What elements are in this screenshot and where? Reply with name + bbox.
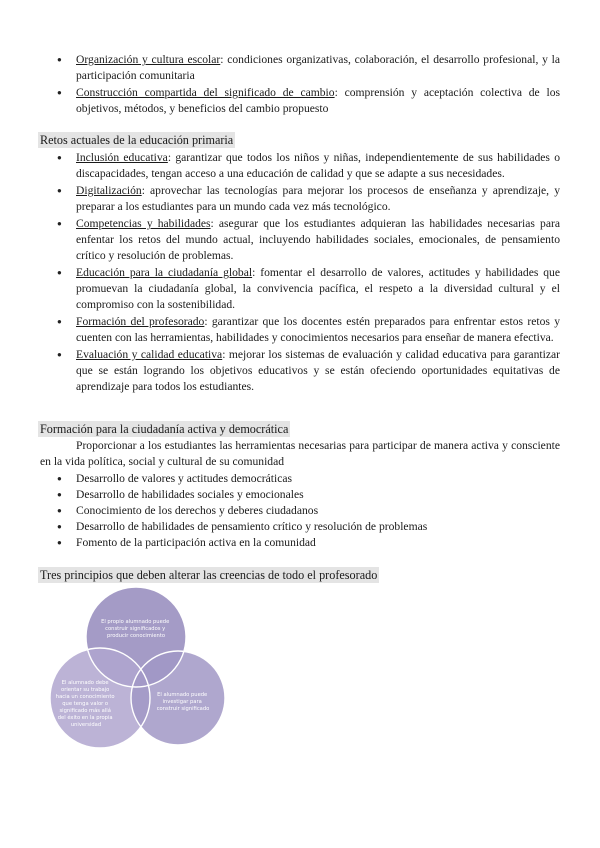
definition: : aprovechar las tecnologías para mejorar los procesos de enseñanza y aprendizaje, y preparar a los estudiantes para un mundo cada vez más tecnológico. <box>76 184 560 213</box>
bullet-list-formacion <box>0 471 600 551</box>
venn-diagram <box>48 585 238 755</box>
term: Construcción compartida del significado de cambio <box>76 86 335 99</box>
term: Digitalización <box>76 184 142 197</box>
list-item <box>0 347 600 395</box>
term: Evaluación y calidad educativa <box>76 348 223 361</box>
list-item <box>0 52 600 84</box>
definition: : fomentar el desarrollo de valores, actitudes y habilidades que promuevan la ciudadanía global, la convivencia pacífica, el respeto a la diversidad cultural y el compromiso con la sostenibilidad. <box>76 266 561 311</box>
definition: : garantizar que todos los niños y niñas, independientemente de sus habilidades o discapacidades, tengan acceso a una educación de calidad y que se adapte a sus necesidades. <box>76 151 561 180</box>
list-item: ● Conocimiento de los derechos y deberes ciudadanos <box>0 503 600 519</box>
list-item <box>0 150 600 182</box>
list-item <box>0 265 600 313</box>
bullet-list-retos <box>0 150 600 396</box>
bullet-list-top <box>0 52 600 118</box>
venn-label-top: El propio alumnado puede construir significados y producir conocimiento <box>101 619 170 639</box>
venn-label-right: El alumnado puede investigar para construir significado <box>156 692 210 712</box>
definition: : asegurar que los estudiantes adquieran las habilidades necesarias para enfentar los retos del mundo actual, incluyendo habilidades sociales, emocionales, de pensamiento crítico y resolución de problemas. <box>76 217 560 262</box>
term: Inclusión educativa <box>76 151 168 164</box>
formacion-paragraph: Proporcionar a los estudiantes las herramientas necesarias para participar de manera activa y consciente en la vida política, social y cultural de su comunidad <box>40 439 560 468</box>
definition: : comprensión y aceptación colectiva de los objetivos, métodos, y beneficios del cambio propuesto <box>76 86 561 115</box>
list-item <box>0 85 600 117</box>
list-item <box>0 183 600 215</box>
list-item: ● Desarrollo de habilidades sociales y emocionales <box>0 487 600 503</box>
section-heading-principios: Tres principios que deben alterar las creencias de todo el profesorado <box>40 568 378 582</box>
term: Educación para la ciudadanía global <box>76 266 253 279</box>
term: Organización y cultura escolar <box>76 53 221 66</box>
list-item: ● Desarrollo de valores y actitudes democráticas <box>0 471 600 487</box>
section-heading-retos: Retos actuales de la educación primaria <box>40 133 234 147</box>
venn-label-left: El alumnado debe orientar su trabajo hacia un conocimiento que tenga valor o significado más allá del éxito en la propia universidad <box>55 680 115 728</box>
list-item: ● Desarrollo de habilidades de pensamiento crítico y resolución de problemas <box>0 519 600 535</box>
section-heading-formacion: Formación para la ciudadanía activa y democrática <box>40 422 289 436</box>
definition: : mejorar los sistemas de evaluación y calidad educativa para garantizar que se están logrando los objetivos educativos y se están ofeciendo oportunidades equitativas de aprendizaje para todos los estudiantes. <box>76 348 560 393</box>
term: Competencias y habilidades <box>76 217 211 230</box>
list-item <box>0 216 600 264</box>
term: Formación del profesorado <box>76 315 205 328</box>
list-item <box>0 314 600 346</box>
definition: : condiciones organizativas, colaboración, el desarrollo profesional, y la participación comunitaria <box>76 53 561 82</box>
definition: : garantizar que los docentes estén preparados para enfrentar estos retos y cuenten con las herramientas, habilidades y conocimientos necesarios para enseñar de manera efectiva. <box>76 315 560 344</box>
list-item: ● Fomento de la participación activa en la comunidad <box>0 535 600 551</box>
